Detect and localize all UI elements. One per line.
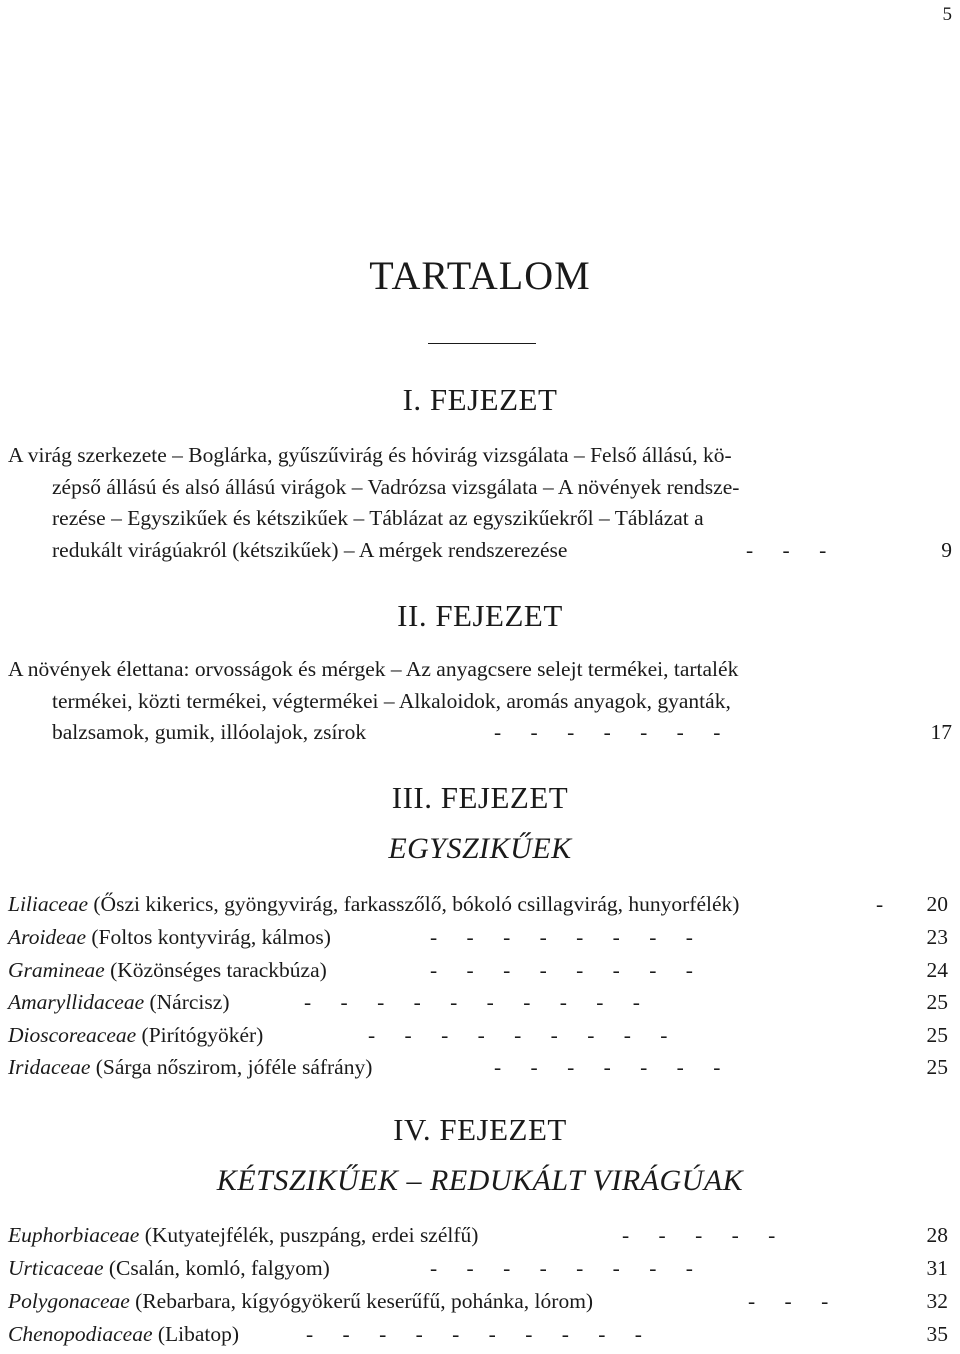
family-name: Liliaceae — [8, 892, 89, 916]
chapter-heading-4: IV. FEJEZET — [393, 1112, 567, 1147]
page-ref: 24 — [926, 958, 948, 982]
leader-dashes: - - - - - - - - - - — [304, 990, 640, 1014]
family-name: Iridaceae — [8, 1055, 91, 1079]
leader-dashes: - - - - - - - - - - — [306, 1322, 642, 1346]
leader-dashes: - - - - - - - - - — [368, 1023, 668, 1047]
family-desc: (Közönséges tarackbúza) — [104, 958, 327, 982]
summary-line-last — [8, 535, 952, 567]
family-desc: (Sárga nőszirom, jóféle sáfrány) — [90, 1055, 373, 1079]
summary-line: zépső állású és alsó állású virágok – Vadrózsa vizsgálata – A növények rendsze- — [52, 474, 740, 499]
toc-entry[interactable] — [8, 1019, 948, 1051]
toc-entry[interactable] — [8, 986, 948, 1018]
page-ref: 25 — [926, 990, 948, 1014]
family-desc: (Rebarbara, kígyógyökerű keserűfű, pohánka, lórom) — [129, 1289, 594, 1313]
leader-dashes: - - - - - - - - — [430, 925, 693, 949]
family-desc: (Kutyatejfélék, puszpáng, erdei szélfű) — [139, 1223, 479, 1247]
page-ref: 25 — [926, 1055, 948, 1079]
summary-text: balzsamok, gumik, illóolajok, zsírok — [52, 720, 367, 744]
leader-dashes: - — [876, 892, 884, 916]
summary-line: termékei, közti termékei, végtermékei – Alkaloidok, aromás anyagok, gyanták, — [52, 688, 731, 713]
page-ref: 9 — [941, 537, 952, 562]
family-name: Dioscoreaceae — [8, 1023, 137, 1047]
family-desc: (Pirítógyökér) — [136, 1023, 264, 1047]
chapter-2-summary — [8, 654, 952, 749]
toc-entry[interactable] — [8, 954, 948, 986]
leader-dashes: - - - — [748, 1289, 829, 1313]
toc-entry[interactable] — [8, 1318, 948, 1350]
family-name: Polygonaceae — [8, 1289, 130, 1313]
family-name: Gramineae — [8, 958, 105, 982]
summary-line-last — [8, 717, 952, 749]
title-rule — [428, 343, 536, 344]
summary-line: A növények élettana: orvosságok és mérgek – Az anyagcsere selejt termékei, tartalék — [8, 657, 739, 681]
toc-entry[interactable] — [8, 1252, 948, 1284]
chapter-heading-1: I. FEJEZET — [402, 382, 558, 417]
page-ref: 17 — [930, 720, 952, 744]
page-ref: 35 — [926, 1322, 948, 1346]
family-name: Urticaceae — [8, 1256, 104, 1280]
page-number: 5 — [942, 4, 952, 25]
toc-entry[interactable] — [8, 1285, 948, 1317]
page-title: TARTALOM — [369, 253, 591, 298]
leader-dashes: - - - — [746, 537, 827, 562]
summary-text: redukált virágúakról (kétszikűek) – A mérgek rendszerezése — [52, 537, 568, 562]
section-title-monocots: EGYSZIKŰEK — [388, 832, 572, 865]
leader-dashes: - - - - - - - - — [430, 1256, 693, 1280]
page-ref: 23 — [926, 925, 948, 949]
toc-entry[interactable] — [8, 888, 948, 920]
family-desc: (Őszi kikerics, gyöngyvirág, farkasszőlő, bókoló csillagvirág, hunyorfélék) — [88, 892, 740, 916]
leader-dashes: - - - - - - - — [494, 1055, 721, 1079]
family-desc: (Libatop) — [152, 1322, 240, 1346]
section-title-dicots: KÉTSZIKŰEK – REDUKÁLT VIRÁGÚAK — [216, 1164, 744, 1197]
family-name: Chenopodiaceae — [8, 1322, 153, 1346]
summary-line: rezése – Egyszikűek és kétszikűek – Táblázat az egyszikűekről – Táblázat a — [52, 506, 704, 530]
leader-dashes: - - - - - - - — [494, 720, 721, 744]
leader-dashes: - - - - - - - - — [430, 958, 693, 982]
family-name: Euphorbiaceae — [8, 1223, 140, 1247]
chapter-heading-2: II. FEJEZET — [397, 598, 563, 633]
chapter-1-summary — [8, 440, 952, 566]
family-desc: (Nárcisz) — [144, 990, 230, 1014]
family-desc: (Foltos kontyvirág, kálmos) — [86, 925, 331, 949]
toc-entry[interactable] — [8, 921, 948, 953]
summary-line: A virág szerkezete – Boglárka, gyűszűvirág és hóvirág vizsgálata – Felső állású, kö- — [8, 443, 732, 467]
page-ref: 32 — [926, 1289, 948, 1313]
leader-dashes: - - - - - — [622, 1223, 776, 1247]
family-desc: (Csalán, komló, falgyom) — [103, 1256, 330, 1280]
page-ref: 20 — [926, 892, 948, 916]
page-ref: 25 — [926, 1023, 948, 1047]
page-ref: 28 — [926, 1223, 948, 1247]
toc-entry[interactable] — [8, 1051, 948, 1083]
family-name: Aroideae — [8, 925, 87, 949]
family-name: Amaryllidaceae — [8, 990, 145, 1014]
chapter-heading-3: III. FEJEZET — [391, 780, 569, 815]
page-ref: 31 — [926, 1256, 948, 1280]
toc-entry[interactable] — [8, 1219, 948, 1251]
